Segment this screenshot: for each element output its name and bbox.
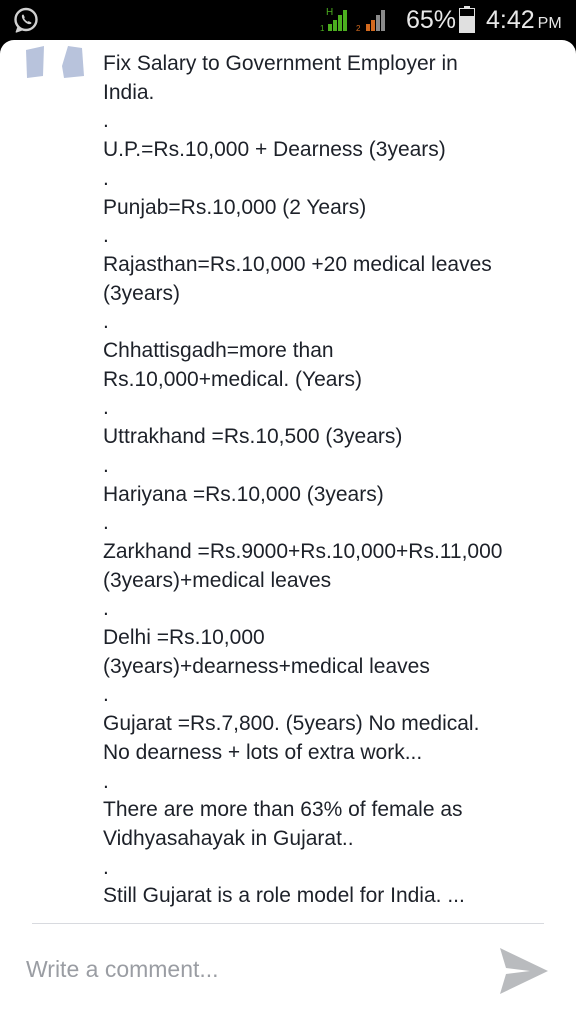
separator-dot: . — [103, 310, 109, 334]
sim1-network-type: H — [326, 7, 334, 18]
separator-dot: . — [103, 597, 109, 621]
separator-dot: . — [103, 769, 109, 793]
comment-line: Gujarat =Rs.7,800. (5years) No medical. — [103, 712, 480, 736]
separator-dot: . — [103, 683, 109, 707]
comment-line: Rs.10,000+medical. (Years) — [103, 367, 362, 391]
separator-dot: . — [103, 109, 109, 133]
comment-line: Uttrakhand =Rs.10,500 (3years) — [103, 425, 403, 449]
avatar-secondary — [62, 46, 84, 78]
clock-time: 4:42 — [486, 6, 535, 34]
send-arrow-icon — [496, 946, 552, 996]
comment-line: (3years)+dearness+medical leaves — [103, 654, 430, 678]
comment-line: Delhi =Rs.10,000 — [103, 626, 265, 650]
comment-line: Chhattisgadh=more than — [103, 339, 334, 363]
comment-line: Rajasthan=Rs.10,000 +20 medical leaves — [103, 252, 492, 276]
comment-line: There are more than 63% of female as — [103, 798, 463, 822]
clock — [486, 5, 562, 39]
status-bar — [0, 0, 576, 40]
comment-line: Hariyana =Rs.10,000 (3years) — [103, 482, 384, 506]
sim2-label: 2 — [356, 24, 361, 32]
comment-input[interactable] — [20, 936, 472, 1002]
comment-line: India. — [103, 80, 155, 104]
sim1-signal-icon — [320, 6, 352, 32]
comment-card — [0, 40, 576, 1024]
separator-dot: . — [103, 453, 109, 477]
separator-dot: . — [103, 166, 109, 190]
whatsapp-icon — [12, 6, 40, 34]
comment-line: Vidhyasahayak in Gujarat.. — [103, 826, 354, 850]
sim1-label: 1 — [320, 24, 325, 32]
sim2-signal-icon — [356, 6, 396, 32]
comment-line: (3years) — [103, 281, 181, 305]
comment-line: Fix Salary to Government Employer in — [103, 52, 458, 75]
battery-percent: 65% — [406, 6, 457, 34]
comment-line: Still Gujarat is a role model for India. ... — [103, 884, 465, 908]
comment-line: No dearness + lots of extra work... — [103, 740, 423, 764]
separator-dot: . — [103, 855, 109, 879]
comment-line: U.P.=Rs.10,000 + Dearness (3years) — [103, 138, 446, 162]
separator-dot: . — [103, 511, 109, 535]
comment-line: Zarkhand =Rs.9000+Rs.10,000+Rs.11,000 — [103, 539, 503, 563]
comment-text — [103, 50, 553, 911]
comment-line: Punjab=Rs.10,000 (2 Years) — [103, 195, 367, 219]
separator-dot: . — [103, 396, 109, 420]
avatar[interactable] — [24, 46, 46, 78]
separator-dot: . — [103, 224, 109, 248]
comment-line: (3years)+medical leaves — [103, 568, 332, 592]
comment-composer — [0, 924, 576, 1024]
battery-icon — [459, 6, 475, 33]
send-button[interactable] — [496, 946, 552, 996]
clock-ampm: PM — [537, 15, 562, 32]
